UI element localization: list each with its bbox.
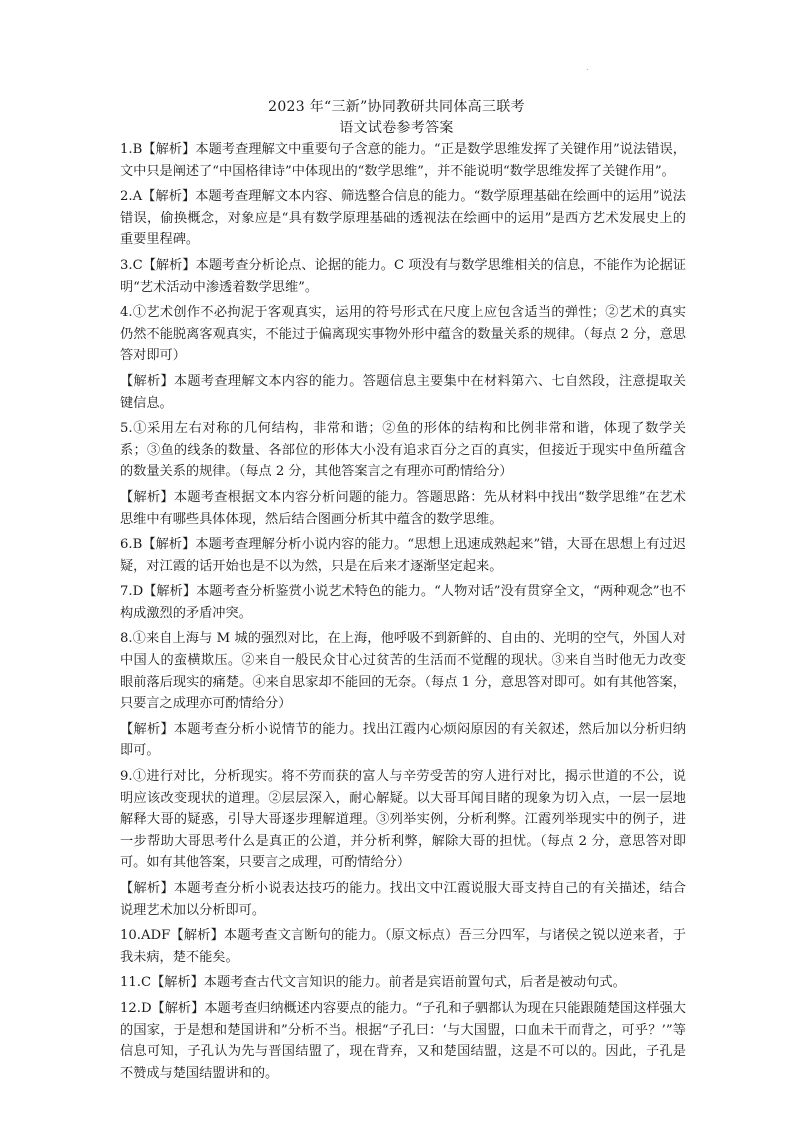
scan-dot: . — [586, 63, 589, 72]
analysis-4: 【解析】本题考查理解文本内容的能力。答题信息主要集中在材料第六、七自然段，注意提取关键信息。 — [120, 373, 686, 411]
analysis-8: 【解析】本题考查分析小说情节的能力。找出江霞内心烦闷原因的有关叙述，然后加以分析归纳即可。 — [120, 721, 686, 759]
answer-5: 5.①采用左右对称的几何结构，非常和谐；②鱼的形体的结构和比例非常和谐，体现了数学关系；③鱼的线条的数量、各部位的形体大小没有追求百分之百的真实，但接近于现实中鱼所蕴含的数量关系的规律。（每点 2 分，其他答案言之有理亦可酌情给分） — [120, 421, 686, 480]
answer-10: 10.ADF【解析】本题考查文言断句的能力。（原文标点）吾三分四军，与诸侯之锐以逆来者，于我未病，楚不能矣。 — [120, 928, 686, 965]
answer-7: 7.D【解析】本题考查分析鉴赏小说艺术特色的能力。“人物对话”没有贯穿全文，“两种观念”也不构成激烈的矛盾冲突。 — [120, 584, 686, 621]
answer-8: 8.①来自上海与 M 城的强烈对比，在上海，他呼吸不到新鲜的、自由的、光明的空气，外国人对中国人的蛮横欺压。②来自一般民众甘心过贫苦的生活而不觉醒的现状。③来自当时他无力改变眼前落后现实的痛楚。④来自思家却不能回的无奈。（每点 1 分，意思答对即可。如有其他答案，只要言之成理亦可酌情给分） — [120, 631, 686, 712]
answer-1: 1.B【解析】本题考查理解文中重要句子含意的能力。“正是数学思维发挥了关键作用”说法错误，文中只是阐述了“中国格律诗”中体现出的“数学思维”，并不能说明“数学思维发挥了关键作用”。 — [120, 142, 686, 179]
answer-12: 12.D【解析】本题考查归纳概述内容要点的能力。“子孔和子驷都认为现在只能跟随楚国这样强大的国家，于是想和楚国讲和”分析不当。根据“子孔曰：‘与大国盟，口血未干而背之，可乎？’”等信息可知，子孔认为先与晋国结盟了，现在背弃，又和楚国结盟，这是不可以的。因此，子孔是不赞成与楚国结盟讲和的。 — [120, 1000, 686, 1081]
document-subtitle: 语文试卷参考答案 — [339, 120, 454, 136]
exam-title: 2023 年“三新”协同教研共同体高三联考 — [268, 99, 525, 115]
answer-2: 2.A【解析】本题考查理解文本内容、筛选整合信息的能力。“数学原理基础在绘画中的运用”说法错误，偷换概念，对象应是“具有数学原理基础的透视法在绘画中的运用”是西方艺术发展史上的重要里程碑。 — [120, 189, 686, 248]
answer-6: 6.B【解析】本题考查理解分析小说内容的能力。“思想上迅速成熟起来”错，大哥在思想上有过迟疑，对江霞的话开始也是不以为然，只是在后来才逐渐坚定起来。 — [120, 537, 686, 574]
answer-11: 11.C【解析】本题考查古代文言知识的能力。前者是宾语前置句式，后者是被动句式。 — [120, 975, 626, 991]
answer-list — [120, 139, 686, 1088]
answer-9: 9.①进行对比，分析现实。将不劳而获的富人与辛劳受苦的穷人进行对比，揭示世道的不公，说明应该改变现状的道理。②层层深入，耐心解疑。以大哥耳闻目睹的现象为切入点，一层一层地解释大哥的疑惑，引导大哥逐步理解道理。③列举实例，分析利弊。江霞列举现实中的例子，进一步帮助大哥思考什么是真正的公道，并分析利弊，解除大哥的担忧。（每点 2 分，意思答对即可。如有其他答案，只要言之成理，可酌情给分） — [120, 769, 686, 871]
answer-3: 3.C【解析】本题考查分析论点、论据的能力。C 项没有与数学思维相关的信息，不能作为论据证明“艺术活动中渗透着数学思维”。 — [120, 257, 686, 295]
analysis-5: 【解析】本题考查根据文本内容分析问题的能力。答题思路：先从材料中找出“数学思维”在艺术思维中有哪些具体体现，然后结合图画分析其中蕴含的数学思维。 — [120, 489, 686, 527]
answer-4: 4.①艺术创作不必拘泥于客观真实，运用的符号形式在尺度上应包含适当的弹性；②艺术的真实仍然不能脱离客观真实，不能过于偏离现实事物外形中蕴含的数量关系的规律。（每点 2 分，意思答对即可） — [120, 305, 686, 364]
analysis-9: 【解析】本题考查分析小说表达技巧的能力。找出文中江霞说服大哥支持自己的有关描述，结合说理艺术加以分析即可。 — [120, 881, 686, 918]
